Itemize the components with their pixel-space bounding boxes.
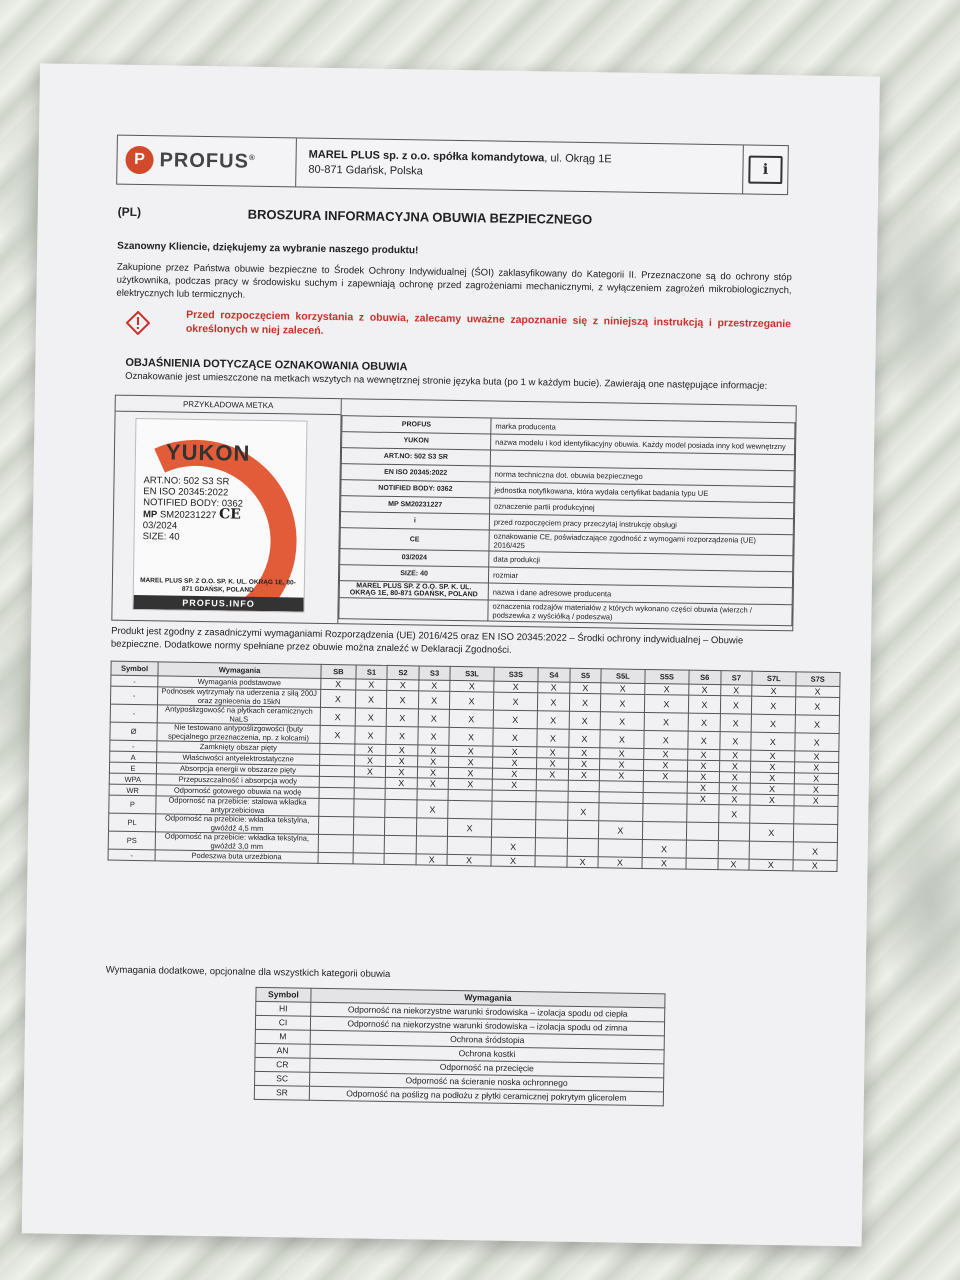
mark-cell: X [569,693,601,711]
mark-cell: X [354,755,386,766]
mark-cell [793,806,838,825]
symbol-cell: AN [255,1043,310,1058]
column-header: S5S [644,669,689,684]
mark-cell: X [601,683,645,695]
mark-cell: X [493,728,538,747]
mark-cell [686,858,718,869]
mark-cell: X [795,715,840,734]
mark-cell [353,853,385,864]
legend-description: nazwa i dane adresowe producenta [488,583,792,605]
mark-cell: X [354,766,386,777]
greeting: Szanowny Kliencie, dziękujemy za wybranie naszego produktu! [117,240,419,257]
mark-cell: X [719,732,751,750]
company-address [296,147,742,184]
company-street: , ul. Okrąg 1E [544,152,612,166]
requirement-cell: Nie testowano antypoślizgowości (buty specjalnego przeznaczenia, np. z kolcami) [157,723,320,744]
mark-cell: X [719,794,751,805]
sample-label [132,418,307,613]
mark-cell: X [493,692,538,711]
mark-cell [448,789,492,801]
column-header: S7 [720,671,752,685]
mark-cell: X [643,770,688,782]
symbol-cell: WPA [109,773,156,785]
mark-cell [354,788,386,799]
mark-cell [567,838,599,856]
mark-cell [718,841,750,859]
mark-cell: X [601,694,645,713]
symbol-cell: E [109,762,156,774]
column-header: S5 [570,668,602,682]
mark-cell [536,791,568,802]
mark-cell: X [387,690,419,708]
language-code: (PL) [117,204,142,220]
mark-cell: X [718,859,750,870]
intro-paragraph: Zakupione przez Państwa obuwie bezpieczne to Środek Ochrony Indywidualnej (ŚOI) zaklasyfikowany do Kategorii II. Przeznaczone są do ochrony stóp użytkownika, podczas pracy w środowisku suchym i zapewniają ochronę przed zagrożeniami mechanicznymi, z wyłączeniem zagrożeń mikrobiologicznych, elektrycznych lub termicznych. [116,261,792,301]
requirement-cell: Ochrona kostki [310,1044,664,1064]
sample-footer: PROFUS.INFO [133,595,303,612]
legend-description: przed rozpoczęciem pracy przeczytaj instrukcję obsługi [489,514,793,535]
mark-cell [318,852,353,864]
mark-cell: X [537,769,569,780]
mark-cell: X [320,725,355,744]
column-header: S7S [795,672,840,687]
mark-cell: X [448,818,492,837]
mark-cell [686,840,718,858]
mark-cell: X [569,711,601,729]
mark-cell: X [750,823,794,842]
mark-cell: X [720,696,752,714]
mark-cell: X [419,680,451,691]
mark-cell: X [320,689,355,708]
warning-icon [126,311,150,335]
mark-cell: X [643,730,688,749]
mark-cell: X [491,837,536,856]
column-header: S5L [601,669,645,684]
mark-cell: X [751,750,795,762]
symbol-cell: CR [255,1057,310,1072]
legend-mark [339,598,488,621]
mark-cell [319,776,354,788]
mark-cell: X [449,745,493,757]
legend-description: oznaczenia rodzajów materiałów z których wykonano części obuwia (wierzch / podszewka z wyściółką / podeszwa) [488,600,792,626]
mark-cell: X [538,693,570,711]
mark-cell: X [449,727,493,746]
mark-cell [416,836,448,854]
symbol-cell: - [110,740,157,752]
mark-cell: X [493,681,538,693]
extra-requirements-title: Wymagania dodatkowe, opcjonalne dla wszystkich kategorii obuwia [105,964,391,981]
mark-cell: X [450,691,494,710]
mark-cell: X [417,767,449,778]
legend-description: oznakowanie CE, poświadczające zgodność z wymogami rozporządzenia (UE) 2016/425 [489,530,793,556]
mark-cell: X [418,709,450,727]
column-header: SB [321,664,356,679]
mark-cell: X [752,696,796,715]
mark-cell: X [751,761,795,773]
legend-mark: PROFUS [342,416,491,434]
mark-cell: X [537,711,569,729]
mark-cell [718,823,750,841]
mark-cell: X [355,679,387,690]
requirement-cell: Właściwości antyelektrostatyczne [157,752,320,766]
legend-mark: CE [340,528,489,551]
mark-cell [643,781,688,793]
column-header: S2 [387,665,419,679]
requirement-cell: Odporność na niekorzystne warunki środowiska – izolacja spodu od zimna [310,1016,664,1036]
ce-mark-icon: CE [218,506,242,523]
mark-cell: X [750,794,794,806]
mark-cell: X [418,745,450,756]
symbol-cell: SC [255,1071,310,1086]
mark-cell [353,835,385,853]
requirement-cell: Ochrona śródstopia [310,1030,664,1050]
warning-text: Przed rozpoczęciem korzystania z obuwia, zalecamy uważne zapoznanie się z niniejszą instrukcją i przestrzeganie określonych w niej zaleceń. [185,308,792,337]
mark-cell [568,791,600,802]
mark-cell [642,803,687,822]
legend-mark: 03/2024 [340,549,489,567]
mark-cell [643,792,688,804]
mark-cell: X [794,751,839,763]
mark-cell [598,839,642,858]
mark-cell: X [567,802,599,820]
requirement-cell: Odporność na przecięcie [310,1058,664,1078]
mark-cell: X [794,784,839,796]
section-intro: Oznakowanie jest umieszczone na metkach wszytych na wewnętrznej stronie języka buta (po 1 w każdym bucie). Zawierają one następujące informacje: [125,370,768,392]
mark-cell [448,800,492,819]
mark-cell: X [644,694,689,713]
symbol-cell: HI [256,1001,311,1016]
mark-cell: X [600,770,644,782]
symbol-cell: P [109,795,156,814]
mark-cell [568,780,600,791]
requirement-cell: Odporność na niekorzystne warunki środowiska – izolacja spodu od ciepła [311,1002,665,1022]
document-page [22,63,880,1246]
column-header: S1 [356,665,388,679]
mark-cell: X [598,857,642,869]
mark-cell: X [355,708,387,726]
column-header: Wymagania [158,662,321,679]
symbol-cell: - [110,686,157,705]
mark-cell: X [795,697,840,716]
mark-cell: X [718,805,750,823]
mark-cell: X [493,710,538,729]
symbol-cell: PL [109,813,156,832]
legend-mark: EN ISO 20345:2022 [341,464,490,482]
symbol-cell: SR [254,1085,309,1100]
mark-cell: X [492,768,537,780]
column-header: S6 [689,670,721,684]
mark-cell: X [386,744,418,755]
requirement-cell: Antypoślizgowość na płytkach ceramicznych NaLS [157,705,320,726]
mark-cell [536,780,568,791]
mark-cell: X [537,747,569,758]
mark-cell: X [537,758,569,769]
section-title: OBJAŚNIENIA DOTYCZĄCE OZNAKOWANIA OBUWIA [125,356,408,374]
mark-cell: X [688,749,720,760]
mark-cell: X [751,714,795,733]
column-header: Symbol [111,661,158,676]
mark-cell: X [600,759,644,771]
legend-mark: MAREL PLUS SP. Z O.O. SP. K. UL. OKRĄG 1E, 80-871 GDAŃSK, POLAND [339,581,488,600]
mark-cell: X [569,682,601,693]
mark-cell [491,801,536,820]
legend-mark: ART.NO: 502 S3 SR [341,448,490,466]
mark-cell: X [644,683,689,695]
mark-cell [535,856,567,867]
instruction-book-icon: i [742,145,788,194]
requirement-cell: Zamknięty obszar pięty [157,741,320,755]
mark-cell: X [750,772,794,784]
company-name: MAREL PLUS sp. z o.o. spółka komandytowa [308,148,545,165]
mark-cell: X [752,685,796,697]
requirements-intro: Produkt jest zgodny z zasadniczymi wymaganiami Rozporządzenia (UE) 2016/425 oraz EN ISO 20345:2022 – Środki ochrony indywidualnej – Obuwie bezpieczne. Dodatkowe normy spełniane przez obuwie można znaleźć w Deklaracji Zgodności. [110,625,744,656]
page-title: BROSZURA INFORMACYJNA OBUWIA BEZPIECZNEGO [247,206,593,228]
requirement-cell: Odporność na przebicie: stalowa wkładka antyprzebiciowa [156,796,319,817]
column-header: S3S [494,667,539,682]
mark-cell [385,788,417,799]
mark-cell: X [449,709,493,728]
symbol-cell: - [110,704,157,723]
requirement-cell: Odporność na przebicie: wkładka tekstylna, gwóźdź 4,5 mm [155,814,318,835]
mark-cell: X [418,727,450,745]
mark-cell: X [793,842,838,861]
mark-cell: X [568,769,600,780]
requirement-cell: Odporność na przebicie: wkładka tekstylna, gwóźdź 3,0 mm [155,832,318,853]
mark-cell [491,819,536,838]
mark-cell [447,836,491,855]
mark-cell: X [644,712,689,731]
mark-cell [319,765,354,777]
mark-cell: X [794,773,839,785]
mark-cell: X [386,708,418,726]
requirement-cell: Absorpcja energii w obszarze pięty [156,763,319,777]
mark-cell: X [600,748,644,760]
mark-cell: X [719,783,751,794]
requirement-cell: Odporność gotowego obuwia na wodę [156,785,319,799]
mark-cell: X [492,779,537,791]
legend-mark: NOTIFIED BODY: 0362 [341,480,490,498]
legend-description: marka producenta [491,418,795,439]
mark-cell: X [449,778,493,790]
mark-cell: X [643,759,688,771]
symbol-cell: Ø [110,722,157,741]
mark-cell [385,799,417,817]
requirement-cell: Odporność na ścieranie noska ochronnego [310,1072,664,1092]
mark-cell: X [720,685,752,696]
mark-cell: X [794,762,839,774]
mark-cell: X [449,756,493,768]
mark-cell [536,820,568,838]
legend-description: rozmiar [488,567,792,588]
mark-cell [492,790,537,802]
mark-cell: X [688,731,720,749]
mark-cell: X [720,714,752,732]
mark-cell [318,834,353,853]
mark-cell: X [321,678,356,690]
legend-description: data produkcji [489,551,793,572]
mark-cell: X [568,758,600,769]
mark-cell: X [386,766,418,777]
column-header: S3L [450,666,494,681]
mark-cell: X [492,746,537,758]
mark-cell [535,838,567,856]
profus-logo: P PROFUS® [117,136,297,187]
mark-cell: X [418,691,450,709]
logo-text: PROFUS [159,148,250,173]
mark-cell [353,817,385,835]
sample-address: MAREL PLUS SP. Z O.O. SP. K. UL. OKRĄG 1E, 80-871 GDAŃSK, POLAND [140,577,296,594]
mark-cell [353,799,385,817]
mark-cell [536,802,568,820]
mark-cell: X [600,730,644,749]
mark-cell [320,743,355,755]
sample-label-lines: ART.NO: 502 S3 SR EN ISO 20345:2022 NOTIFIED BODY: 0362 MP SM20231227 CE 03/2024 SIZE: 40 [142,475,244,543]
legend-mark: i [340,512,489,530]
mark-cell [750,805,794,824]
mark-cell: X [600,712,644,731]
column-header: S7L [752,671,796,686]
symbol-cell: WR [109,784,156,796]
mark-cell: X [688,695,720,713]
mark-cell [319,787,354,799]
sample-brand: YUKON [165,439,251,466]
column-header: Symbol [256,987,311,1002]
mark-cell: X [794,733,839,752]
profus-logo-icon: P [125,146,153,174]
mark-cell: X [320,707,355,726]
symbol-cell: A [110,751,157,763]
label-legend-table [338,415,795,626]
mark-cell: X [688,760,720,771]
mark-cell: X [449,767,493,779]
mark-cell: X [537,729,569,747]
mark-cell [599,781,643,793]
mark-cell: X [719,761,751,772]
sample-label-panel [112,396,341,624]
mark-cell [385,817,417,835]
mark-cell: X [417,778,449,789]
mark-cell [384,835,416,853]
symbol-cell: PS [108,831,155,850]
mark-cell: X [417,800,449,818]
company-city: 80-871 Gdańsk, Polska [308,163,423,178]
mark-cell: X [792,860,837,872]
requirement-cell: Podeszwa buta urzeźbiona [155,850,318,864]
mark-cell: X [687,782,719,793]
requirements-table [108,661,841,872]
column-header: Wymagania [311,988,665,1008]
mark-cell [599,803,643,822]
mark-cell: X [687,771,719,782]
mark-cell: X [568,747,600,758]
requirement-cell: Podnosek wytrzymały na uderzenia z siłą 200J oraz zgniecenia do 15kN [157,687,320,708]
mark-cell [320,754,355,766]
mark-cell [599,792,643,804]
legend-mark: YUKON [342,432,491,450]
mark-cell: X [751,732,795,751]
column-header: S3 [419,666,451,680]
mark-cell: X [447,854,491,866]
mark-cell: X [387,679,419,690]
mark-cell: X [355,690,387,708]
mark-cell: X [385,777,417,788]
requirement-cell: Przepuszczalność i absorpcja wody [156,774,319,788]
mark-cell: X [643,748,688,760]
mark-cell: X [417,756,449,767]
mark-cell: X [354,744,386,755]
mark-cell [687,804,719,822]
mark-cell: X [687,793,719,804]
mark-cell [686,822,718,840]
legend-mark: SIZE: 40 [339,565,488,583]
symbol-cell: - [111,675,158,687]
mark-cell [354,777,386,788]
mark-cell: X [795,686,840,698]
mark-cell: X [416,854,448,865]
mark-cell: X [599,821,643,840]
mark-cell: X [569,729,601,747]
mark-cell: X [492,757,537,769]
mark-cell [567,820,599,838]
mark-cell: X [355,726,387,744]
mark-cell: X [688,713,720,731]
mark-cell [417,789,449,800]
symbol-cell: CI [255,1015,310,1030]
mark-cell: X [386,726,418,744]
mark-cell: X [386,755,418,766]
sample-label-heading: PRZYKŁADOWA METKA [116,396,341,416]
requirement-cell: Odporność na poślizg na podłożu z płytki ceramicznej pokrytym glicerolem [309,1086,663,1106]
legend-description: jednostka notyfikowana, która wydała certyfikat badania typu UE [490,482,794,503]
mark-cell: X [749,859,793,871]
extra-requirements-table [254,987,666,1106]
mark-cell [319,798,354,817]
symbol-cell: M [255,1029,310,1044]
legend-description: norma techniczna dot. obuwia bezpiecznego [490,466,794,487]
legend-description: nazwa modelu i kod identyfikacyjny obuwia. Każdy model posiada inny kod wewnętrzny [491,434,795,455]
mark-cell: X [642,857,687,869]
column-header: S4 [538,668,570,682]
mark-cell: X [567,856,599,867]
mark-cell: X [793,795,838,807]
symbol-cell: - [108,849,155,861]
legend-description: oznaczenie partii produkcyjnej [490,498,794,519]
mark-cell: X [719,772,751,783]
requirement-cell: Wymagania podstawowe [158,676,321,690]
mark-cell: X [719,750,751,761]
header [116,135,789,196]
mark-cell: X [538,682,570,693]
legend-mark: MP SM20231227 [341,496,490,514]
mark-cell: X [689,684,721,695]
mark-cell [642,821,687,840]
mark-cell [793,824,838,843]
mark-cell [416,818,448,836]
mark-cell [318,816,353,835]
mark-cell: X [450,680,494,692]
label-explanation-box [111,395,796,632]
mark-cell [384,853,416,864]
mark-cell: X [642,839,687,858]
mark-cell: X [750,783,794,795]
mark-cell [749,841,793,860]
mark-cell: X [491,855,536,867]
